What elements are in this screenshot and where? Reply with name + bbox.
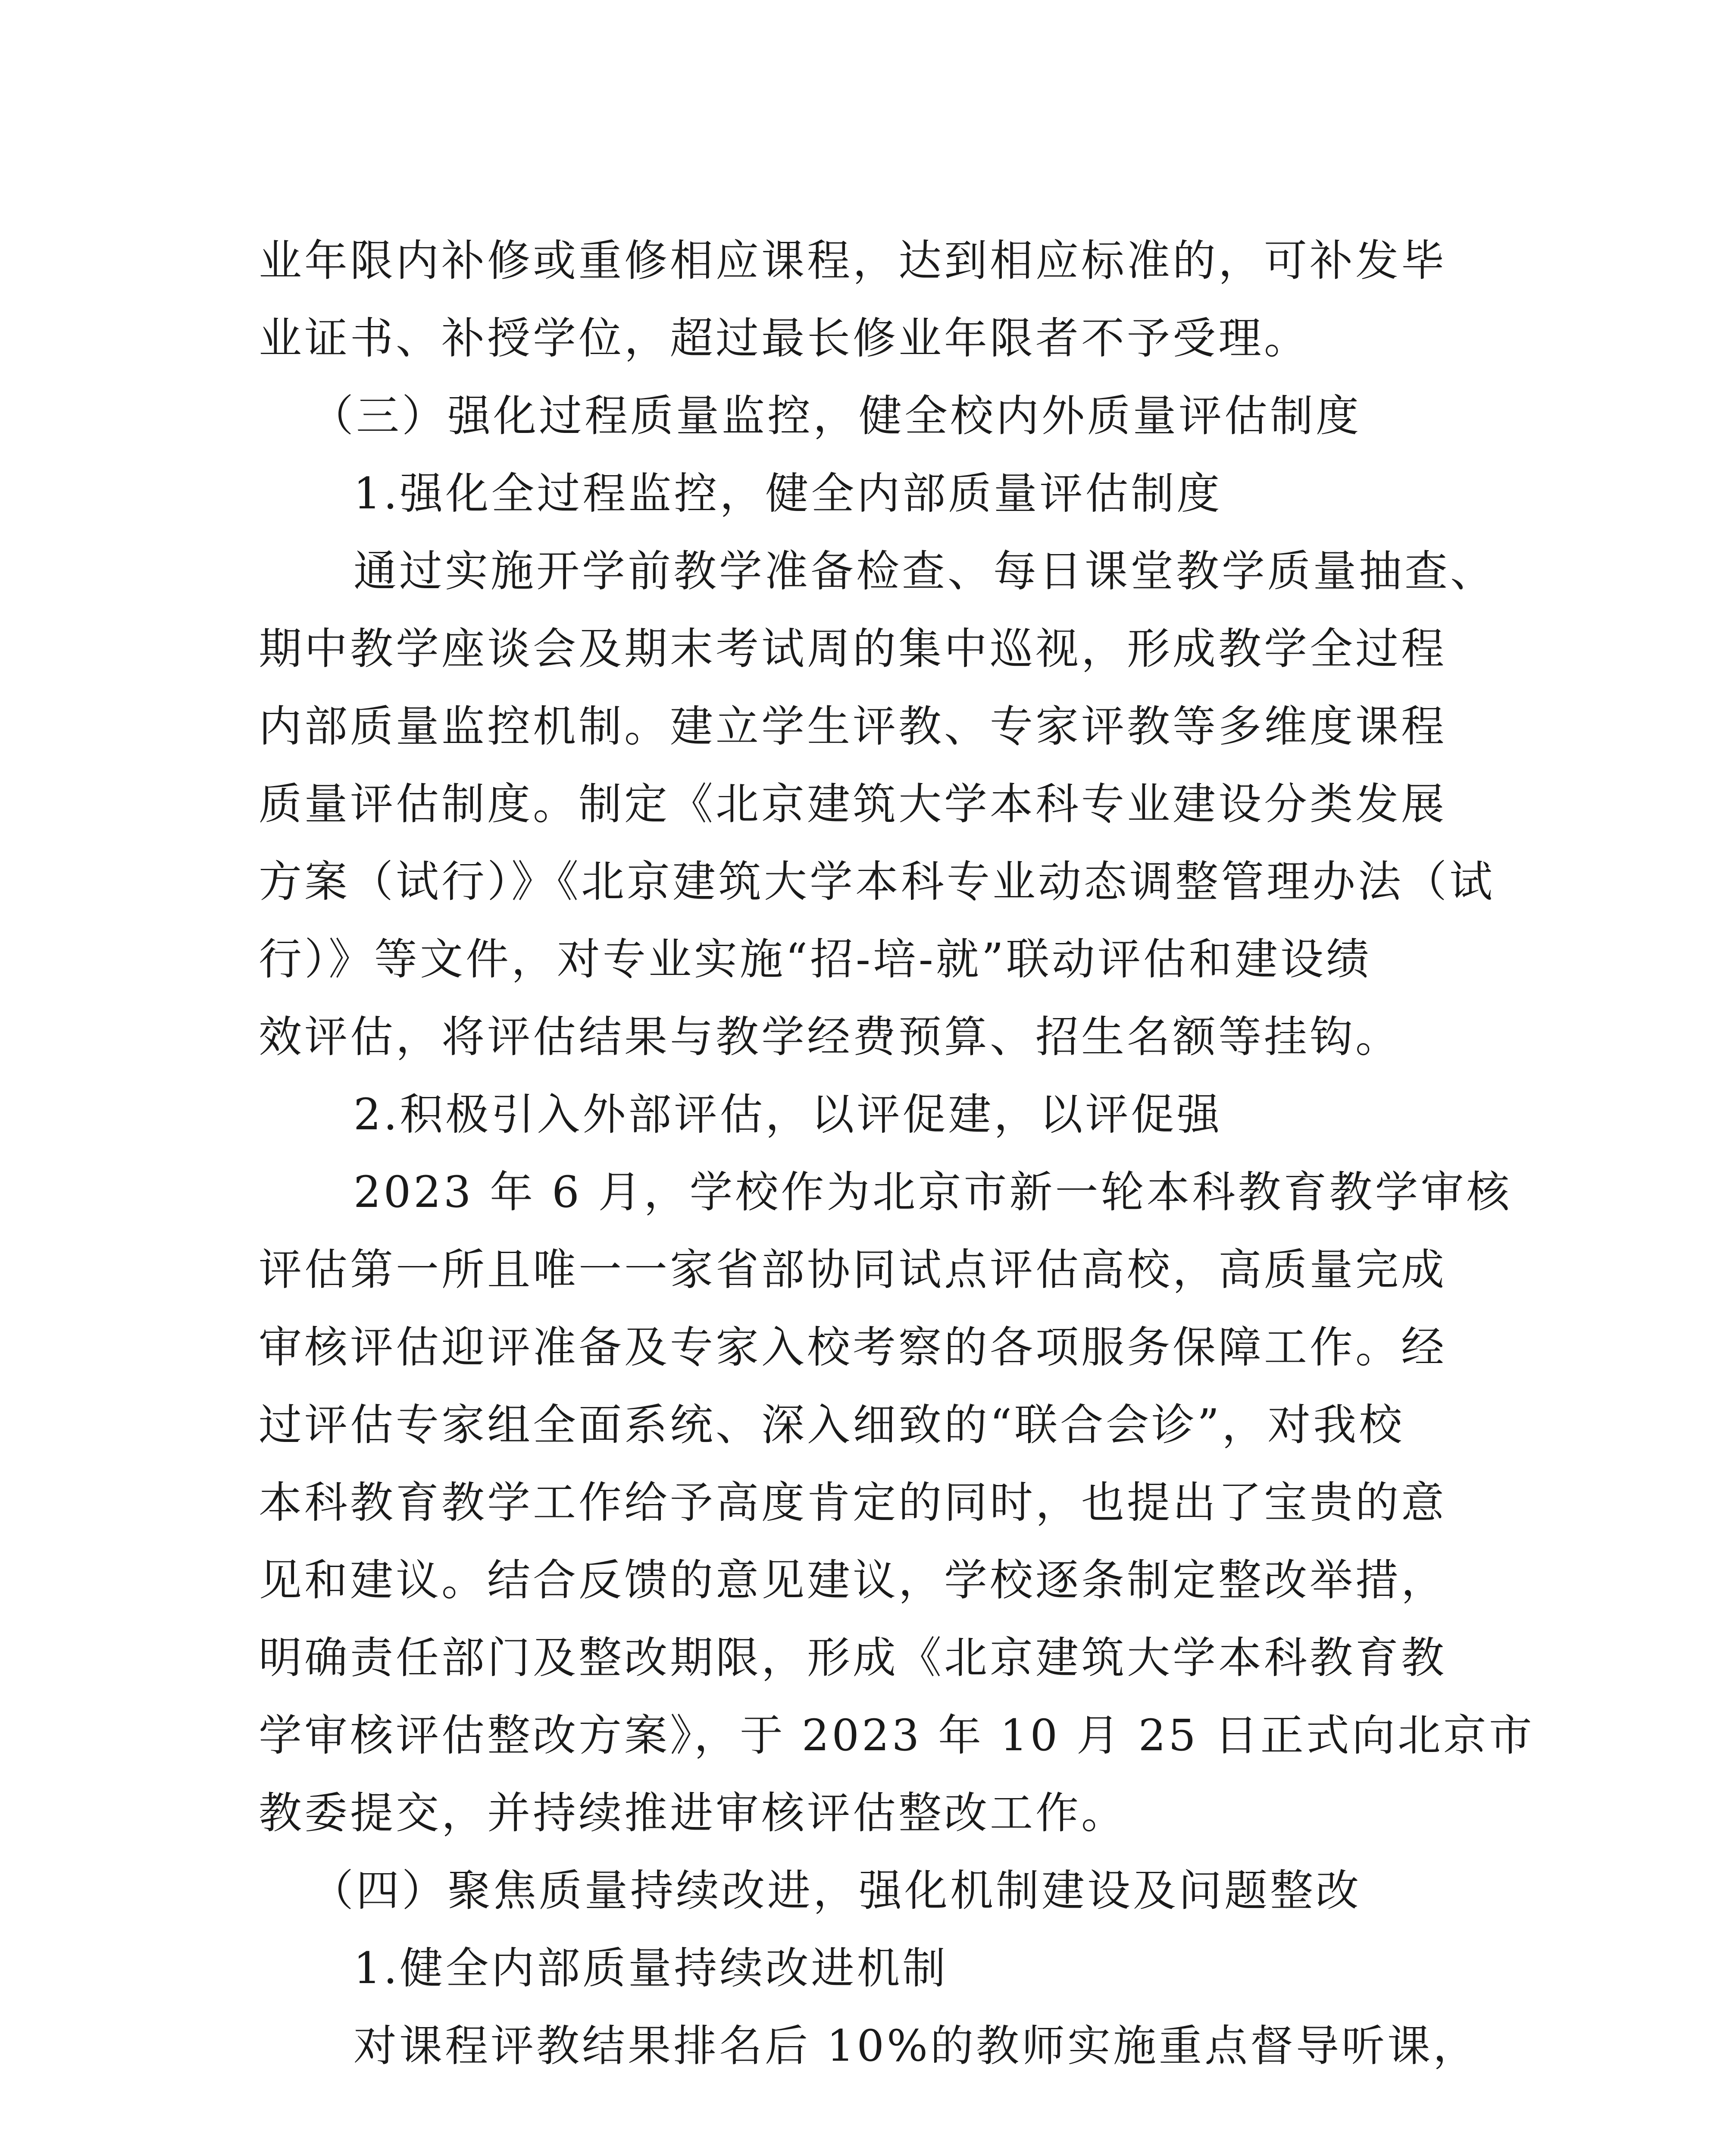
- body-text-line: 对课程评教结果排名后 10%的教师实施重点督导听课，: [353, 2021, 1479, 2071]
- body-text-line: 通过实施开学前教学准备检查、每日课堂教学质量抽查、: [353, 546, 1496, 596]
- body-text-line: 评估第一所且唯一一家省部协同试点评估高校，高质量完成: [259, 1244, 1447, 1295]
- body-text-line: 教委提交，并持续推进审核评估整改工作。: [259, 1788, 1127, 1838]
- body-text-line: 行）》等文件，对专业实施“招-培-就”联动评估和建设绩: [259, 934, 1372, 984]
- body-text-line: 期中教学座谈会及期末考试周的集中巡视，形成教学全过程: [259, 624, 1447, 674]
- body-text-line: 质量评估制度。制定《北京建筑大学本科专业建设分类发展: [259, 779, 1447, 829]
- body-text-line: 方案（试行）》《北京建筑大学本科专业动态调整管理办法（试: [259, 856, 1495, 907]
- body-text-line: 学审核评估整改方案》，于 2023 年 10 月 25 日正式向北京市: [259, 1710, 1535, 1761]
- body-text-line: 效评估，将评估结果与教学经费预算、招生名额等挂钩。: [259, 1012, 1401, 1062]
- body-text-line: 审核评估迎评准备及专家入校考察的各项服务保障工作。经: [259, 1322, 1447, 1373]
- subsection-heading: 1.强化全过程监控，健全内部质量评估制度: [353, 468, 1223, 519]
- body-text-line: 业证书、补授学位，超过最长修业年限者不予受理。: [259, 313, 1310, 364]
- subsection-heading: 2.积极引入外部评估，以评促建，以评促强: [353, 1089, 1223, 1140]
- body-text-line: 过评估专家组全面系统、深入细致的“联合会诊”，对我校: [259, 1400, 1405, 1450]
- body-text-line: 见和建议。结合反馈的意见建议，学校逐条制定整改举措，: [259, 1555, 1447, 1605]
- body-text-line: 内部质量监控机制。建立学生评教、专家评教等多维度课程: [259, 701, 1447, 752]
- subsection-heading: 1.健全内部质量持续改进机制: [353, 1943, 948, 1993]
- body-text-line: 2023 年 6 月，学校作为北京市新一轮本科教育教学审核: [353, 1167, 1512, 1217]
- body-text-line: 本科教育教学工作给予高度肯定的同时，也提出了宝贵的意: [259, 1477, 1447, 1528]
- section-heading: （三）强化过程质量监控，健全校内外质量评估制度: [310, 391, 1361, 441]
- body-text-line: 业年限内补修或重修相应课程，达到相应标准的，可补发毕: [259, 235, 1447, 286]
- section-heading: （四）聚焦质量持续改进，强化机制建设及问题整改: [310, 1865, 1361, 1916]
- body-text-line: 明确责任部门及整改期限，形成《北京建筑大学本科教育教: [259, 1633, 1447, 1683]
